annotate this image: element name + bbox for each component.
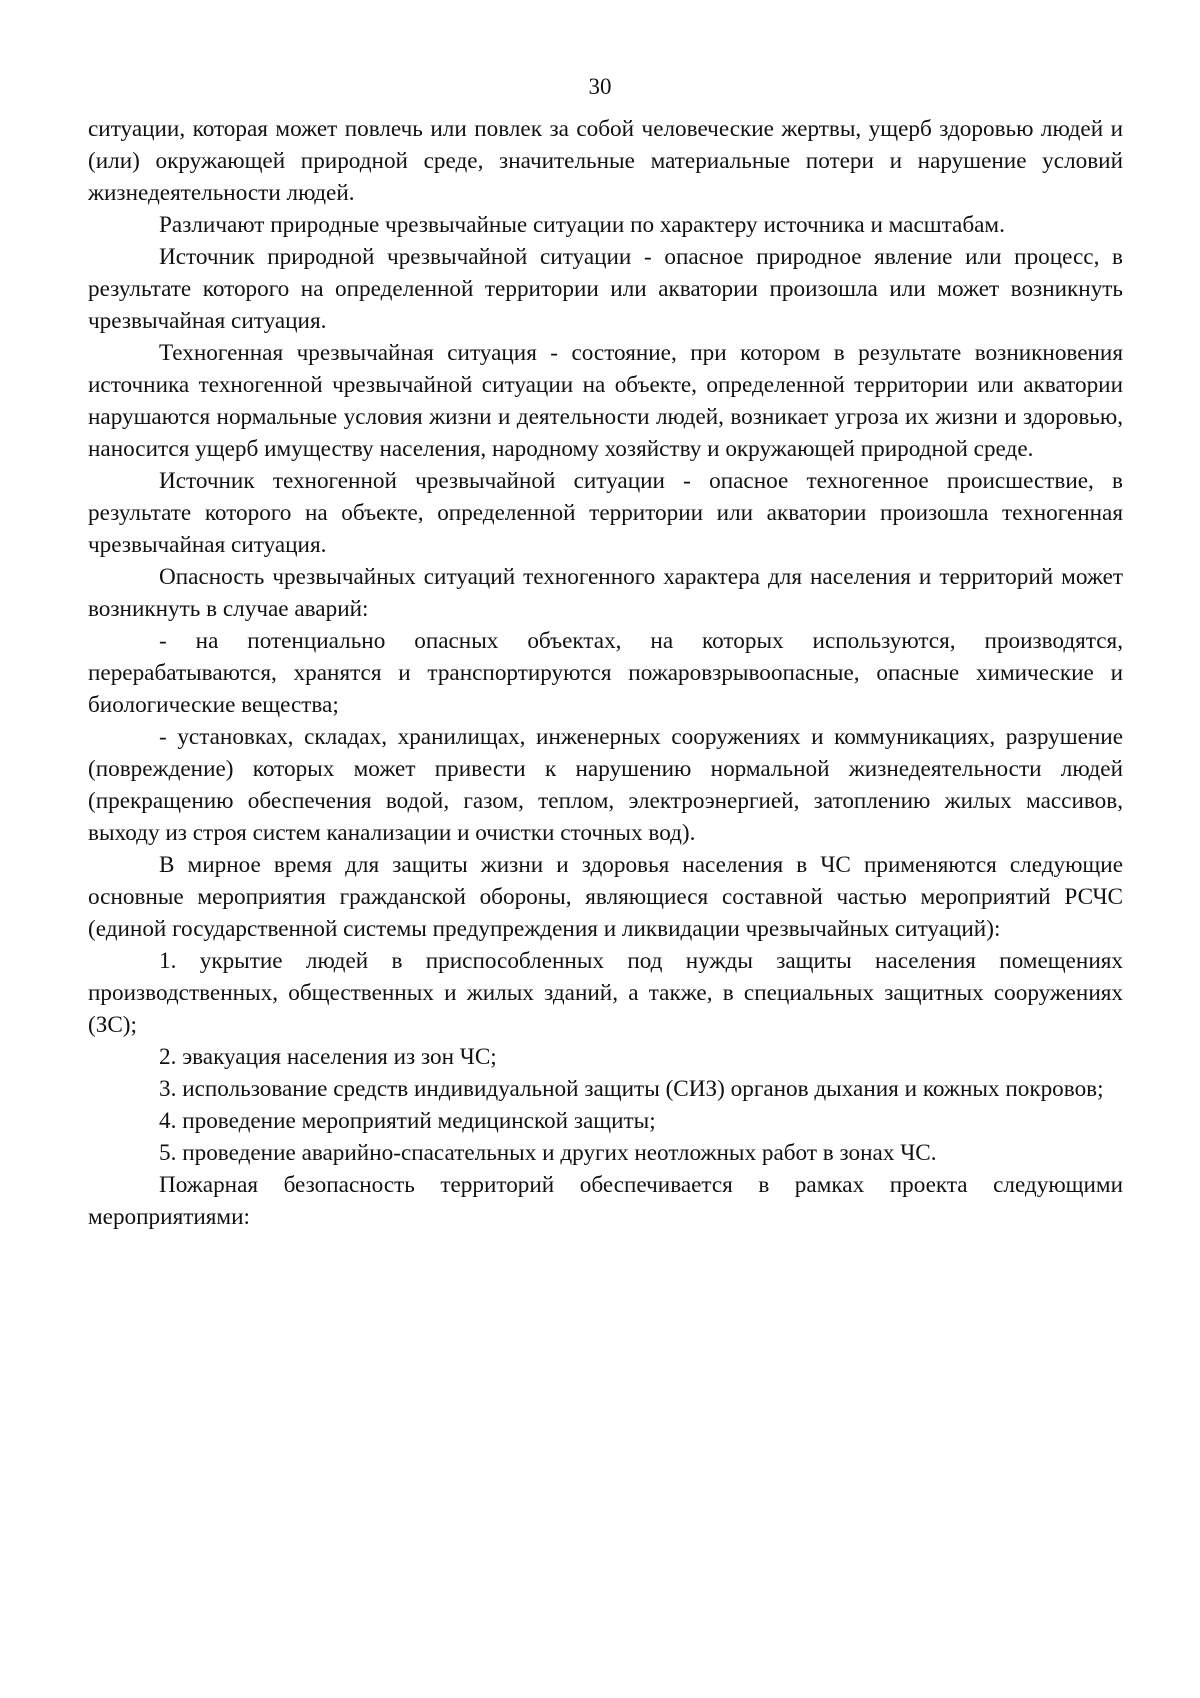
paragraph-technogenic-danger: Опасность чрезвычайных ситуаций техногенного характера для населения и территорий может возникнуть в случае аварий: (88, 564, 1123, 622)
paragraph-technogenic-source: Источник техногенной чрезвычайной ситуации - опасное техногенное происшествие, в результате которого на объекте, определенной территории или акватории произошла техногенная чрезвычайная ситуация. (88, 468, 1123, 558)
paragraph-fire-safety: Пожарная безопасность территорий обеспечивается в рамках проекта следующими мероприятиями: (88, 1172, 1123, 1230)
list-item-protective-equipment: 3. использование средств индивидуальной защиты (СИЗ) органов дыхания и кожных покровов; (159, 1076, 1104, 1102)
document-body (88, 113, 1123, 1233)
page-number: 30 (588, 74, 612, 99)
paragraph-civil-defense: В мирное время для защиты жизни и здоровья населения в ЧС применяются следующие основные мероприятия гражданской обороны, являющиеся составной частью мероприятий РСЧС (единой государственной системы предупреждения и ликвидации чрезвычайных ситуаций): (88, 852, 1123, 942)
list-item-medical-protection: 4. проведение мероприятий медицинской защиты; (159, 1108, 656, 1134)
paragraph-natural-source: Источник природной чрезвычайной ситуации - опасное природное явление или процесс, в результате которого на определенной территории или акватории произошла или может возникнуть чрезвычайная ситуация. (88, 244, 1123, 334)
list-item-installations: - установках, складах, хранилищах, инженерных сооружениях и коммуникациях, разрушение (повреждение) которых может привести к нарушению нормальной жизнедеятельности людей (прекращению обеспечения водой, газом, теплом, электроэнергией, затоплению жилых массивов, выходу из строя систем канализации и очистки сточных вод). (88, 724, 1123, 846)
list-item-dangerous-objects: - на потенциально опасных объектах, на которых используются, производятся, перерабатываются, хранятся и транспортируются пожаровзрывоопасные, опасные химические и биологические вещества; (88, 628, 1123, 718)
paragraph-continuation: ситуации, которая может повлечь или повлек за собой человеческие жертвы, ущерб здоровью людей и (или) окружающей природной среде, значительные материальные потери и нарушение условий жизнедеятельности людей. (88, 116, 1123, 206)
list-item-shelter: 1. укрытие людей в приспособленных под нужды защиты населения помещениях производственных, общественных и жилых зданий, а также, в специальных защитных сооружениях (ЗС); (88, 948, 1123, 1038)
list-item-evacuation: 2. эвакуация населения из зон ЧС; (159, 1044, 497, 1070)
paragraph-natural-classification: Различают природные чрезвычайные ситуации по характеру источника и масштабам. (159, 212, 1005, 238)
paragraph-technogenic-situation: Техногенная чрезвычайная ситуация - состояние, при котором в результате возникновения источника техногенной чрезвычайной ситуации на объекте, определенной территории или акватории нарушаются нормальные условия жизни и деятельности людей, возникает угроза их жизни и здоровью, наносится ущерб имуществу населения, народному хозяйству и окружающей природной среде. (88, 340, 1123, 462)
list-item-rescue-works: 5. проведение аварийно-спасательных и других неотложных работ в зонах ЧС. (159, 1140, 937, 1166)
